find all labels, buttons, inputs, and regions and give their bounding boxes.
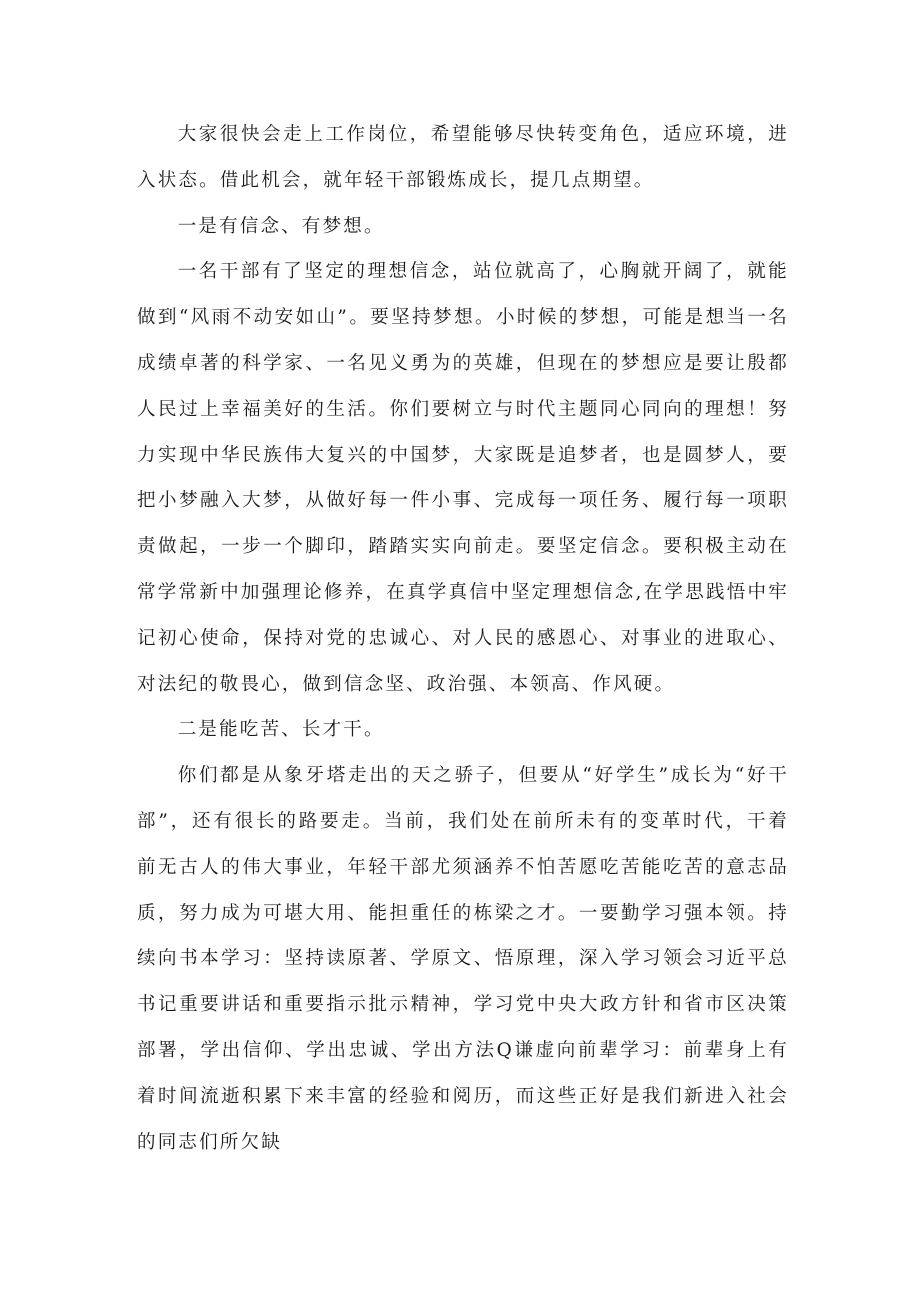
paragraph-hardship: 你们都是从象牙塔走出的天之骄子，但要从“好学生”成长为“好干部”，还有很长的路要走。当前，我们处在前所未有的变革时代，干着前无古人的伟大事业，年轻干部尤须涵养不怕苦愿吃苦能吃苦的意志品质，努力成为可堪大用、能担重任的栋梁之才。一要勤学习强本领。持续向书本学习：坚持读原著、学原文、悟原理，深入学习领会习近平总书记重要讲话和重要指示批示精神，学习党中央大政方针和省市区决策部署，学出信仰、学出忠诚、学出方法Q谦虚向前辈学习：前辈身上有着时间流逝积累下来丰富的经验和阅历，而这些正好是我们新进入社会的同志们所欠缺	[137, 765, 789, 1153]
section-heading-1: 一是有信念、有梦想。	[177, 215, 385, 237]
paragraph-belief: 一名干部有了坚定的理想信念，站位就高了，心胸就开阔了，就能做到“风雨不动安如山”。要坚持梦想。小时候的梦想，可能是想当一名成绩卓著的科学家、一名见义勇为的英雄，但现在的梦想应是要让殷都人民过上幸福美好的生活。你们要树立与时代主题同心同向的理想！努力实现中华民族伟大复兴的中国梦，大家既是追梦者，也是圆梦人，要把小梦融入大梦，从做好每一件小事、完成每一项任务、履行每一项职责做起，一步一个脚印，踏踏实实向前走。要坚定信念。要积极主动在常学常新中加强理论修养，在真学真信中坚定理想信念,在学思践悟中牢记初心使命，保持对党的忠诚心、对人民的感恩心、对事业的进取心、对法纪的敬畏心，做到信念坚、政治强、本领高、作风硬。	[137, 261, 789, 695]
section-heading-2: 二是能吃苦、长才干。	[177, 719, 385, 741]
document-body	[137, 112, 789, 1165]
paragraph-intro: 大家很快会走上工作岗位，希望能够尽快转变角色，适应环境，进入状态。借此机会，就年轻干部锻炼成长，提几点期望。	[137, 124, 789, 191]
